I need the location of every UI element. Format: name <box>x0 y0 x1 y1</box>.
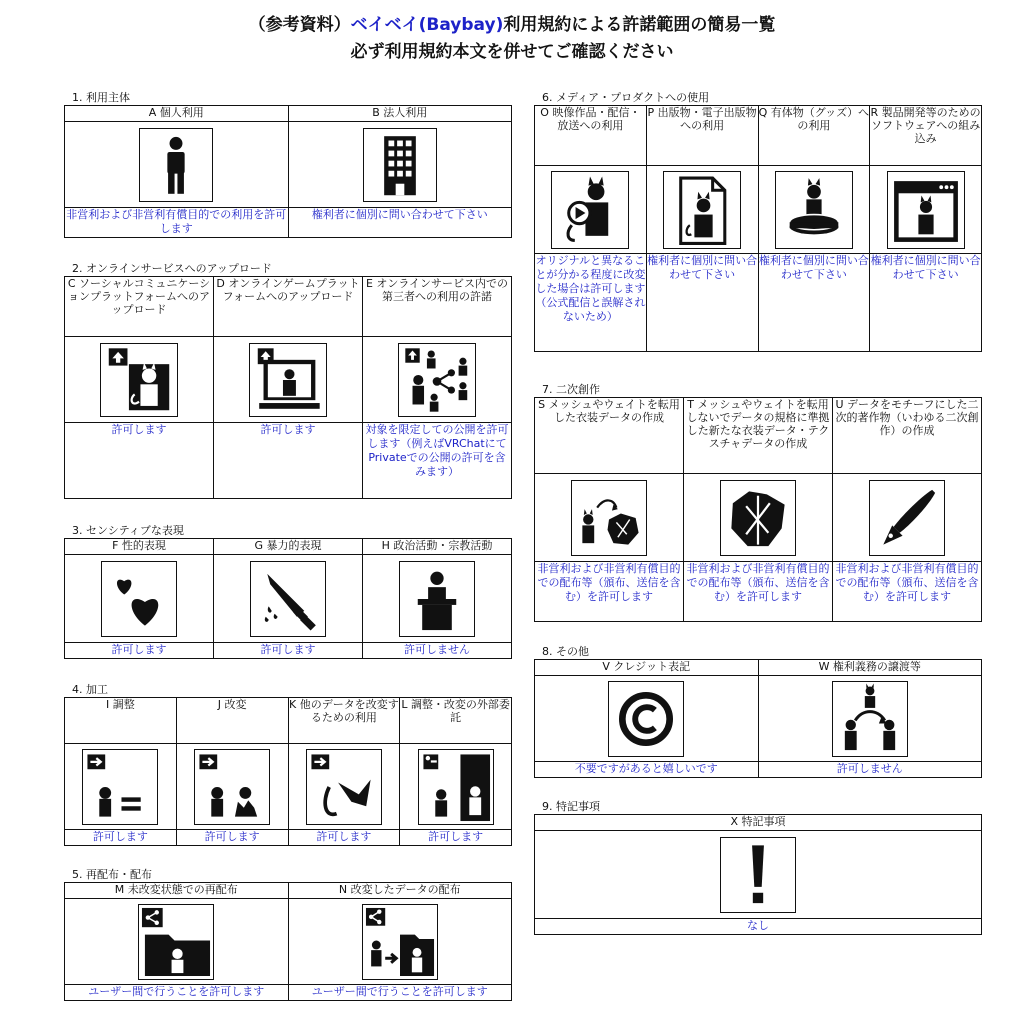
mesh-clothing-icon <box>571 480 647 556</box>
section-redistribution <box>64 868 512 1001</box>
copyright-icon <box>608 681 684 757</box>
section-title: 8. その他 <box>542 645 589 658</box>
title-prefix: （参考資料） <box>248 15 351 35</box>
section-processing <box>64 683 512 846</box>
column-header: E オンラインサービス内での第三者への利用の許諾 <box>363 277 512 337</box>
column-header: D オンラインゲームプラットフォームへのアップロード <box>214 277 363 337</box>
new-clothing-icon <box>720 480 796 556</box>
video-avatar-icon <box>551 171 629 249</box>
permission-result: 非営利および非営利有償目的での利用を許可します <box>65 208 289 238</box>
permission-result: ユーザー間で行うことを許可します <box>288 985 512 1001</box>
permission-table <box>534 397 982 622</box>
page-title <box>0 10 1024 35</box>
permission-table <box>534 105 982 352</box>
column-header: M 未改変状態での再配布 <box>65 883 289 899</box>
permission-result: 非営利および非営利有償目的での配布等（頒布、送信を含む）を許可します <box>833 562 982 622</box>
pen-nib-icon <box>869 480 945 556</box>
column-header: B 法人利用 <box>288 106 512 122</box>
column-header: C ソーシャルコミュニケーションプラットフォームへのアップロード <box>65 277 214 337</box>
column-header: J 改変 <box>176 698 288 744</box>
column-header: S メッシュやウェイトを転用した衣装データの作成 <box>535 398 684 474</box>
section-title: 3. センシティブな表現 <box>72 524 184 537</box>
section-derivative-works <box>534 383 982 622</box>
column-header: W 権利義務の譲渡等 <box>758 660 982 676</box>
permission-table <box>534 659 982 778</box>
column-header: Q 有体物（グッズ）への利用 <box>758 106 870 166</box>
section-special-notes <box>534 800 982 935</box>
permission-result: なし <box>535 919 982 935</box>
section-title: 1. 利用主体 <box>72 91 130 104</box>
section-media-products <box>534 91 982 352</box>
share-network-icon <box>398 343 476 417</box>
permission-result: 許可します <box>400 830 512 846</box>
permission-result: 許可します <box>288 830 400 846</box>
redistribute-icon <box>138 904 214 980</box>
goods-icon <box>775 171 853 249</box>
section-online-upload <box>64 262 512 499</box>
section-other <box>534 645 982 778</box>
permission-table <box>534 814 982 935</box>
software-icon <box>887 171 965 249</box>
permission-result: 権利者に個別に問い合わせて下さい <box>870 254 982 352</box>
column-header: O 映像作品・配信・放送への利用 <box>535 106 647 166</box>
permission-result: 不要ですがあると嬉しいです <box>535 762 759 778</box>
permission-result: 許可しません <box>363 643 512 659</box>
reuse-data-icon <box>306 749 382 825</box>
permission-result: 権利者に個別に問い合わせて下さい <box>758 254 870 352</box>
upload-game-icon <box>249 343 327 417</box>
podium-speaker-icon <box>399 561 475 637</box>
column-header: N 改変したデータの配布 <box>288 883 512 899</box>
permission-result: 権利者に個別に問い合わせて下さい <box>646 254 758 352</box>
column-header: F 性的表現 <box>65 539 214 555</box>
person-icon <box>139 128 213 202</box>
permission-result: 許可します <box>65 643 214 659</box>
permission-result: 対象を限定しての公開を許可します（例えばVRChatにてPrivateでの公開の許可を含みます） <box>363 423 512 499</box>
distribute-modified-icon <box>362 904 438 980</box>
permission-result: 許可します <box>65 830 177 846</box>
publication-icon <box>663 171 741 249</box>
section-sensitive-expression <box>64 524 512 659</box>
column-header: T メッシュやウェイトを転用しないでデータの規格に準拠した新たな衣装データ・テクスチャデータの作成 <box>684 398 833 474</box>
permission-result: 権利者に個別に問い合わせて下さい <box>288 208 512 238</box>
section-title: 9. 特記事項 <box>542 800 600 813</box>
permission-table <box>64 105 512 238</box>
column-header: G 暴力的表現 <box>214 539 363 555</box>
exclamation-icon <box>720 837 796 913</box>
permission-result: 許可します <box>176 830 288 846</box>
permission-table <box>64 538 512 659</box>
modify-icon <box>194 749 270 825</box>
permission-result: 許可しません <box>758 762 982 778</box>
column-header: R 製品開発等のためのソフトウェアへの組み込み <box>870 106 982 166</box>
outsource-icon <box>418 749 494 825</box>
column-header: V クレジット表記 <box>535 660 759 676</box>
column-header: A 個人利用 <box>65 106 289 122</box>
column-header: U データをモチーフにした二次的著作物（いわゆる二次創作）の作成 <box>833 398 982 474</box>
permission-result: 許可します <box>65 423 214 499</box>
title-brand: ベイベイ(Baybay) <box>350 15 504 35</box>
title-suffix: 利用規約による許諾範囲の簡易一覧 <box>503 15 776 35</box>
permission-result: 非営利および非営利有償目的での配布等（頒布、送信を含む）を許可します <box>684 562 833 622</box>
permission-table <box>64 697 512 846</box>
section-title: 4. 加工 <box>72 683 108 696</box>
knife-icon <box>250 561 326 637</box>
column-header: P 出版物・電子出版物への利用 <box>646 106 758 166</box>
column-header: K 他のデータを改変するための利用 <box>288 698 400 744</box>
section-title: 6. メディア・プロダクトへの使用 <box>542 91 710 104</box>
building-icon <box>363 128 437 202</box>
section-usage-subject <box>64 91 512 238</box>
permission-table <box>64 276 512 499</box>
section-title: 7. 二次創作 <box>542 383 600 396</box>
page-subtitle: 必ず利用規約本文を併せてご確認ください <box>350 42 674 62</box>
permission-result: 許可します <box>214 423 363 499</box>
permission-result: ユーザー間で行うことを許可します <box>65 985 289 1001</box>
permission-table <box>64 882 512 1001</box>
adjust-icon <box>82 749 158 825</box>
permission-result: 非営利および非営利有償目的での配布等（頒布、送信を含む）を許可します <box>535 562 684 622</box>
permission-result: オリジナルと異なることが分かる程度に改変した場合は許可します（公式配信と誤解されないため） <box>535 254 647 352</box>
column-header: L 調整・改変の外部委託 <box>400 698 512 744</box>
column-header: H 政治活動・宗教活動 <box>363 539 512 555</box>
section-title: 2. オンラインサービスへのアップロード <box>72 262 272 275</box>
section-title: 5. 再配布・配布 <box>72 868 152 881</box>
transfer-icon <box>832 681 908 757</box>
permission-result: 許可します <box>214 643 363 659</box>
hearts-icon <box>101 561 177 637</box>
column-header: I 調整 <box>65 698 177 744</box>
upload-avatar-icon <box>100 343 178 417</box>
column-header: X 特記事項 <box>535 815 982 831</box>
